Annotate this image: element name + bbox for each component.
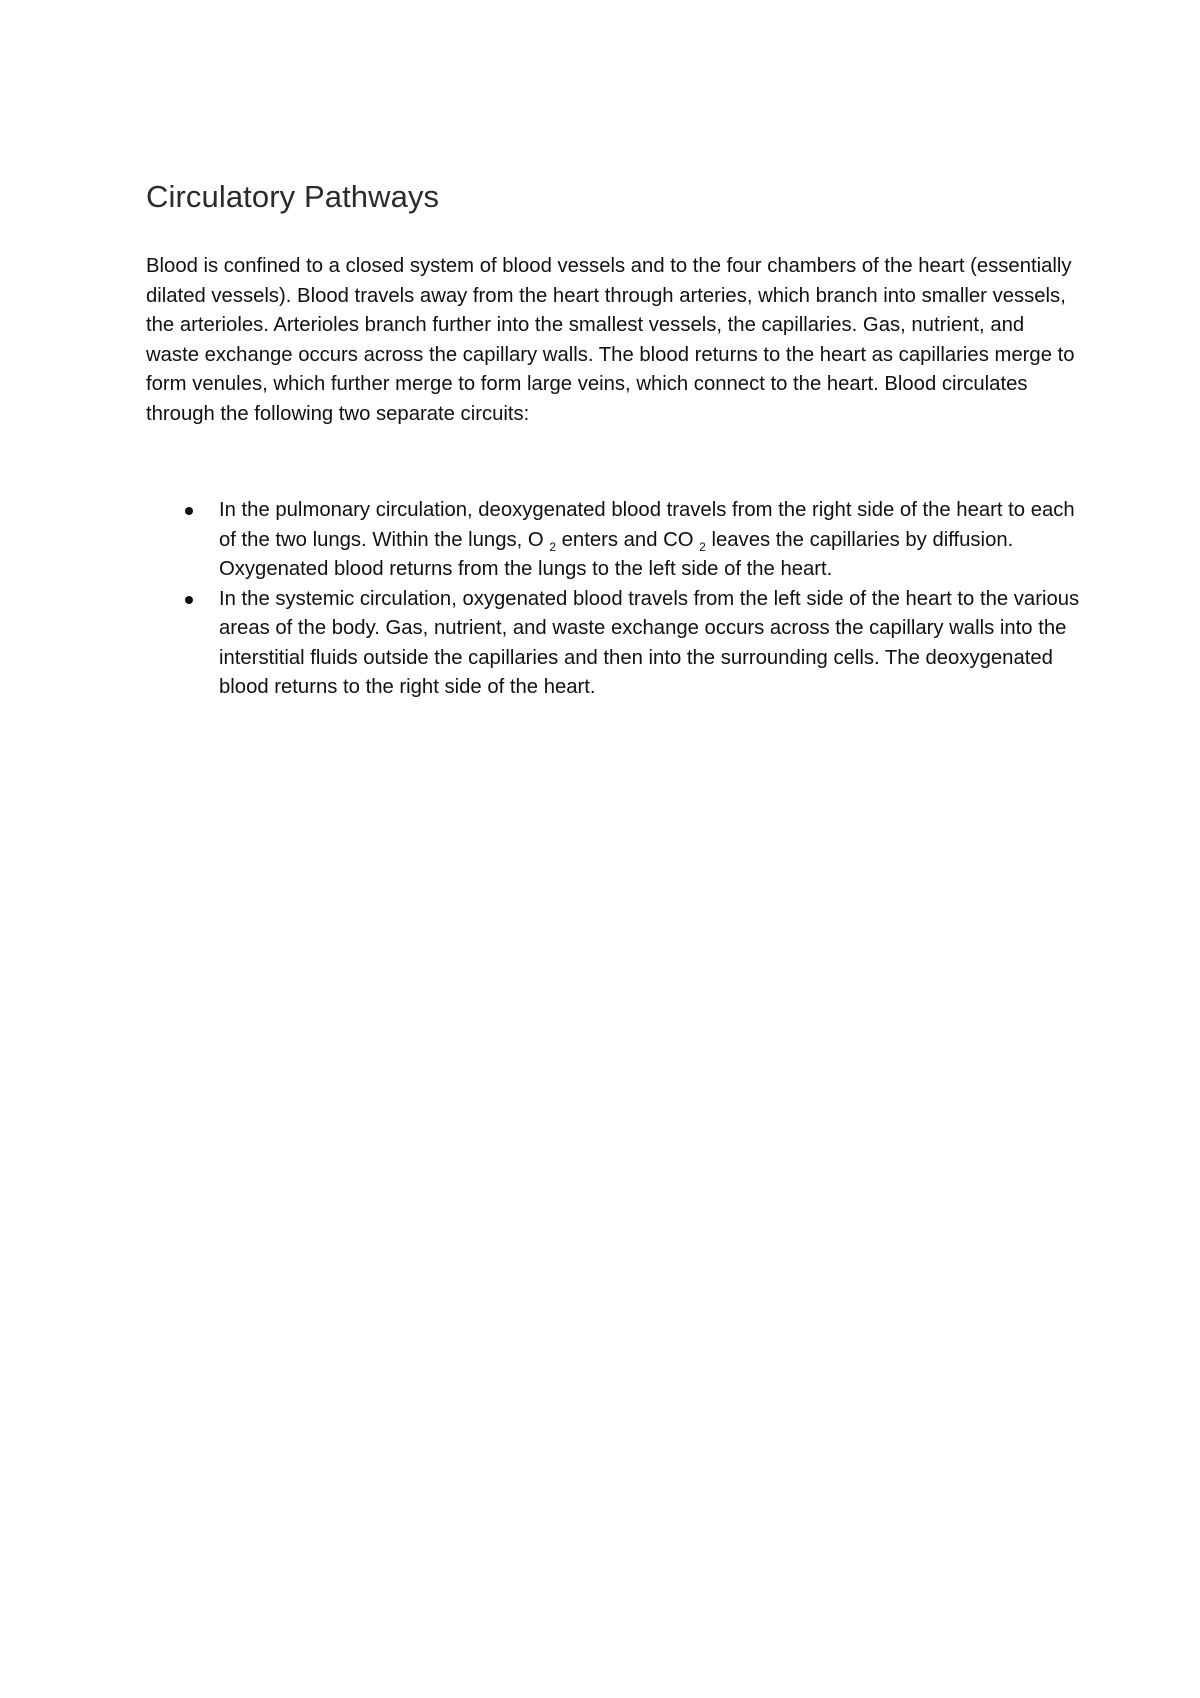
document-title: Circulatory Pathways [146,179,440,214]
document-content [146,178,1081,703]
circuits-list [146,496,1081,703]
systemic-text: In the systemic circulation, oxygenated blood travels from the left side of the heart to the various areas of the body. Gas, nutrient, and waste exchange occurs across the capillary walls into the interstitial fluids outside the capillaries and then into the surrounding cells. The deoxygenated blood returns to the right side of the heart. [219,587,1080,698]
list-item-systemic [146,585,1081,703]
pulmonary-text-part2: enters and CO [556,528,700,551]
list-item-pulmonary [146,496,1081,585]
pulmonary-text-part1: In the pulmonary circulation, deoxygenated blood travels from the right side of the heart to each of the two lungs. Within the lungs, O [219,499,1075,551]
co2-subscript: 2 [699,539,706,554]
o2-subscript: 2 [549,539,556,554]
intro-paragraph: Blood is confined to a closed system of blood vessels and to the four chambers of the heart (essentially dilated vessels). Blood travels away from the heart through arteries, which branch into smaller vessels, the arterioles. Arterioles branch further into the smallest vessels, the capillaries. Gas, nutrient, and waste exchange occurs across the capillary walls. The blood returns to the heart as capillaries merge to form venules, which further merge to form large veins, which connect to the heart. Blood circulates through the following two separate circuits: [146,255,1075,425]
bullet-icon [185,507,193,515]
bullet-icon [185,596,193,604]
pulmonary-text-part3: leaves the capillaries by diffusion. Oxygenated blood returns from the lungs to the left side of the heart. [219,528,1014,580]
